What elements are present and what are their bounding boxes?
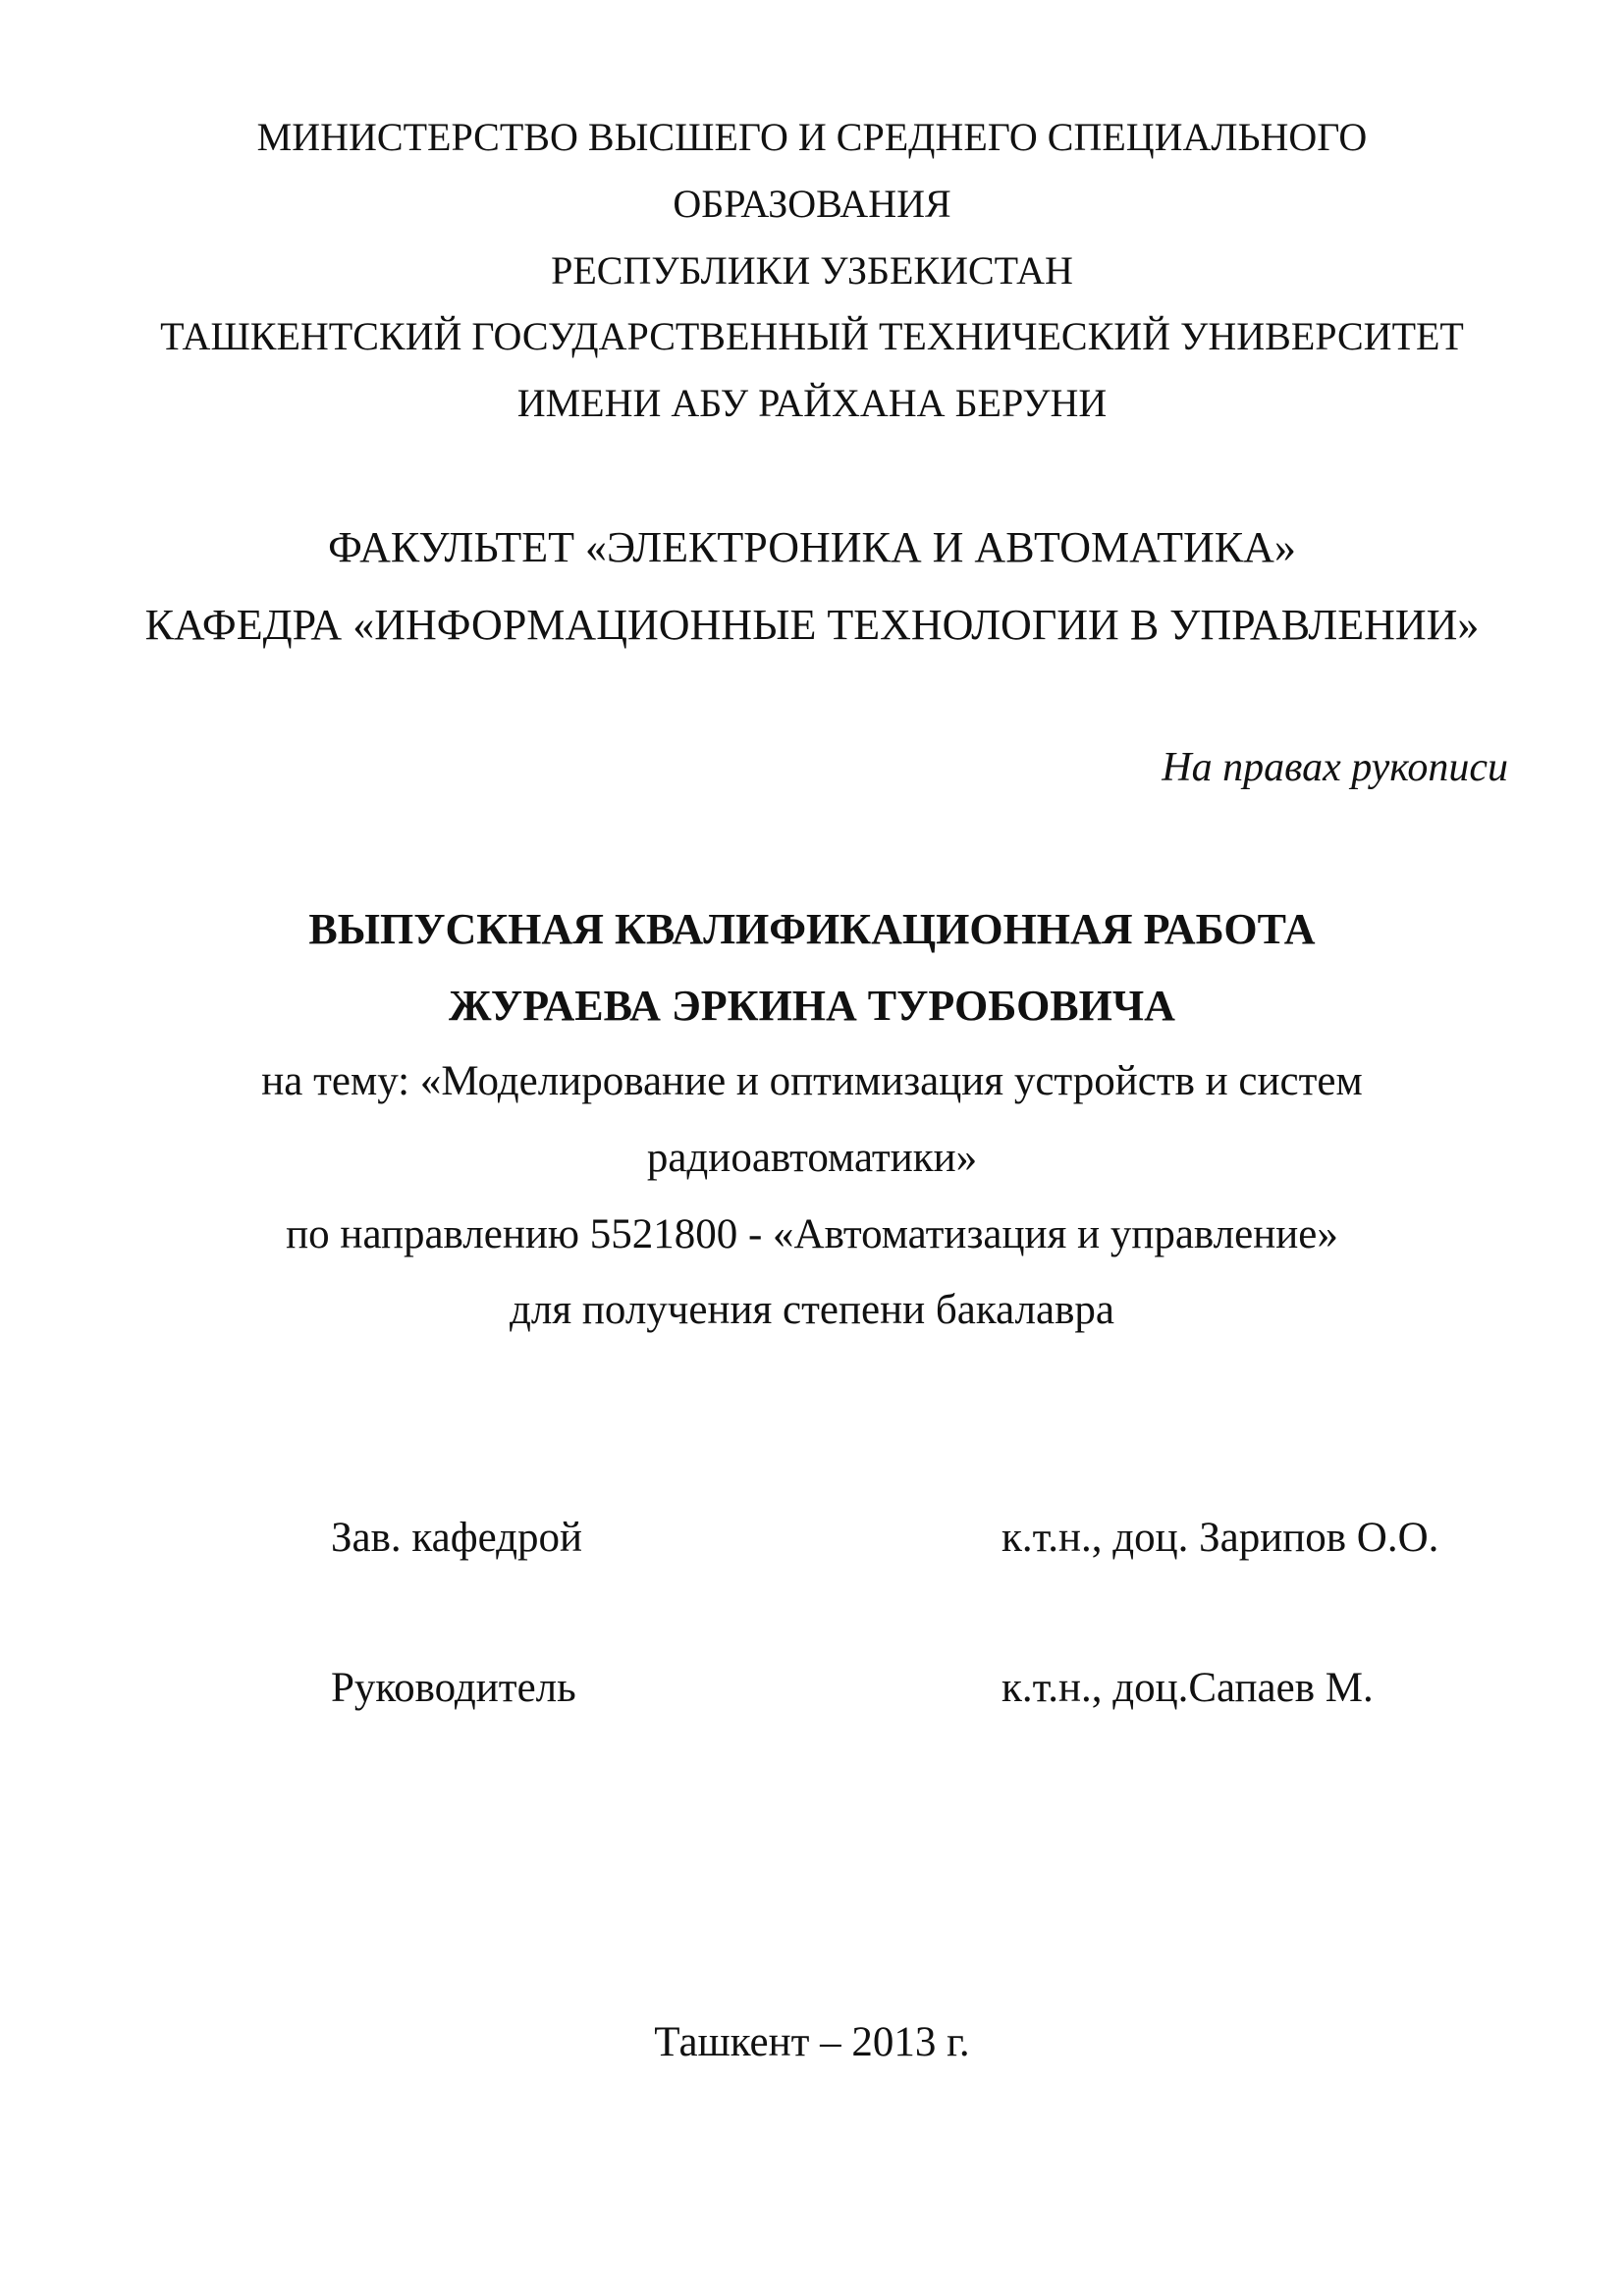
- signature-name: к.т.н., доц. Зарипов О.О.: [1001, 1515, 1439, 1561]
- city-year: Ташкент – 2013 г.: [654, 2019, 970, 2065]
- ministry-line-2: ОБРАЗОВАНИЯ: [673, 182, 951, 226]
- manuscript-note: На правах рукописи: [1162, 745, 1508, 790]
- thesis-author: ЖУРАЕВА ЭРКИНА ТУРОБОВИЧА: [449, 982, 1175, 1030]
- thesis-title: ВЫПУСКНАЯ КВАЛИФИКАЦИОННАЯ РАБОТА: [308, 905, 1316, 953]
- faculty-line: ФАКУЛЬТЕТ «ЭЛЕКТРОНИКА И АВТОМАТИКА»: [328, 523, 1296, 571]
- topic-line-2: радиоавтоматики»: [646, 1135, 978, 1181]
- signature-role: Руководитель: [331, 1665, 576, 1711]
- direction-line: по направлению 5521800 - «Автоматизация и управление»: [286, 1211, 1338, 1257]
- topic-line-1: на тему: «Моделирование и оптимизация устройств и систем: [261, 1058, 1363, 1104]
- degree-line: для получения степени бакалавра: [510, 1287, 1114, 1333]
- university-name-line-2: ИМЕНИ АБУ РАЙХАНА БЕРУНИ: [516, 381, 1108, 425]
- signature-row-head-of-department: [0, 1514, 1624, 1563]
- signature-row-supervisor: [0, 1664, 1624, 1713]
- university-name-line: ТАШКЕНТСКИЙ ГОСУДАРСТВЕННЫЙ ТЕХНИЧЕСКИЙ УНИВЕРСИТЕТ: [160, 314, 1464, 358]
- department-line: КАФЕДРА «ИНФОРМАЦИОННЫЕ ТЕХНОЛОГИИ В УПРАВЛЕНИИ»: [144, 601, 1480, 649]
- ministry-line-3: РЕСПУБЛИКИ УЗБЕКИСТАН: [551, 248, 1073, 293]
- signature-name: к.т.н., доц.Сапаев М.: [1001, 1665, 1374, 1711]
- signature-role: Зав. кафедрой: [331, 1515, 583, 1561]
- ministry-line-1: МИНИСТЕРСТВО ВЫСШЕГО И СРЕДНЕГО СПЕЦИАЛЬНОГО: [256, 115, 1368, 159]
